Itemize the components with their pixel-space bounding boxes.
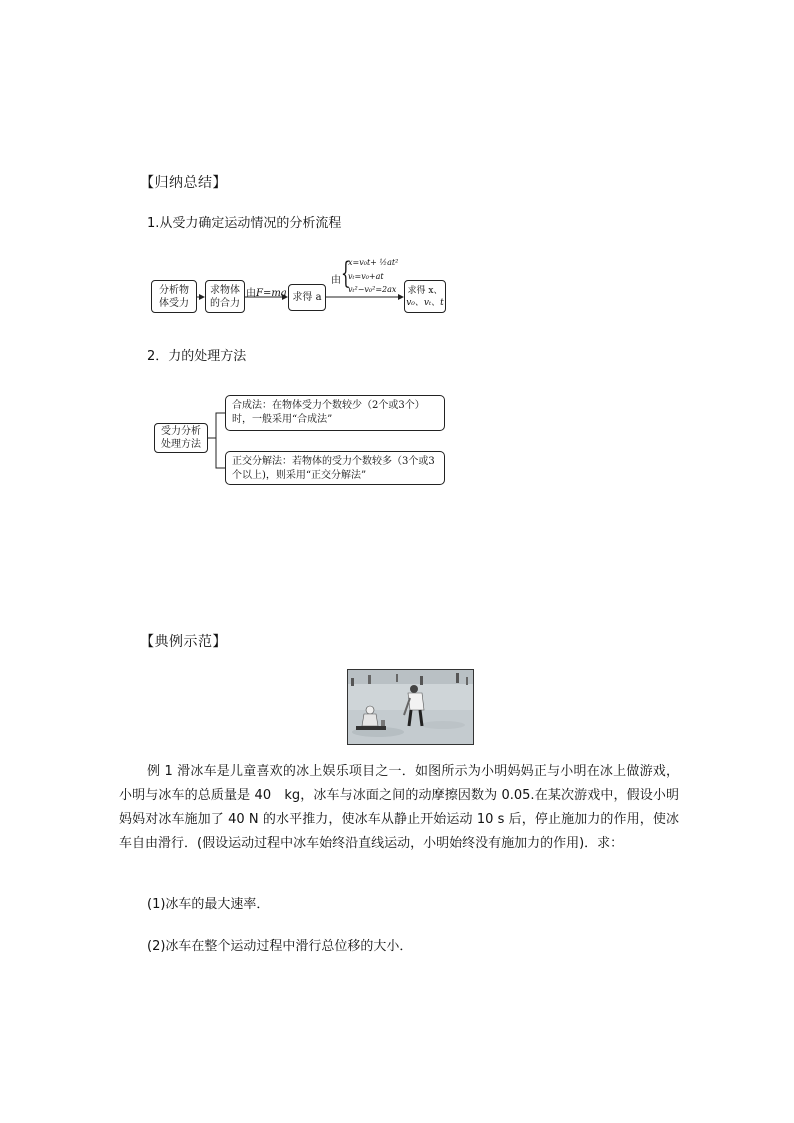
- kinematics-prefix: 由: [331, 275, 341, 286]
- composition-method-box: 合成法：在物体受力个数较少（2个或3个）时，一般采用“合成法”: [225, 395, 445, 431]
- newton-law-prefix: 由: [246, 288, 256, 299]
- photo-illustration: [348, 670, 474, 745]
- flow-box-force-analysis-label: 分析物体受力: [159, 284, 189, 309]
- flow-box-acceleration-label: 求得 a: [292, 292, 322, 303]
- flow-box-results-line2: v₀、vₜ、t: [406, 297, 444, 308]
- example-heading: 【典例示范】: [140, 634, 227, 650]
- question-2: (2)冰车在整个运动过程中滑行总位移的大小．: [147, 939, 413, 954]
- methods-root-label: 受力分析处理方法: [161, 426, 201, 450]
- flow-box-net-force-label: 求物体的合力: [210, 284, 240, 309]
- flow-title: 1.从受力确定运动情况的分析流程: [147, 216, 342, 231]
- brace-icon: {: [341, 256, 351, 291]
- kinematics-eq3: vₜ²−v₀²=2ax: [348, 285, 397, 294]
- summary-heading: 【归纳总结】: [140, 175, 227, 191]
- kinematics-eq1: x=v₀t+ ½at²: [348, 258, 399, 267]
- question-1: (1)冰车的最大速率．: [147, 897, 270, 912]
- kinematics-eq2: vₜ=v₀+at: [348, 272, 384, 281]
- newton-law-formula: F=ma: [256, 288, 287, 299]
- example-problem-text: 例 1 滑冰车是儿童喜欢的冰上娱乐项目之一．如图所示为小明妈妈正与小明在冰上做游戏，小明与冰车的总质量是 40 kg，冰车与冰面之间的动摩擦因数为 0.05.在某次游戏中，假设小明妈妈对冰车施加了 40 N 的水平推力，使冰车从静止开始运动 10 s 后，停止施加力的作用，使冰车自由滑行．(假设运动过程中冰车始终沿直线运动，小明始终没有施加力的作用)．求：: [119, 764, 679, 851]
- ice-sled-photo: [347, 669, 474, 745]
- methods-title: 2．力的处理方法: [147, 349, 247, 364]
- flow-box-results-line1: 求得 x、: [407, 285, 443, 296]
- decomposition-method-box: 正交分解法：若物体的受力个数较多（3个或3个以上)，则采用“正交分解法”: [225, 451, 445, 485]
- methods-connectors: [0, 0, 794, 500]
